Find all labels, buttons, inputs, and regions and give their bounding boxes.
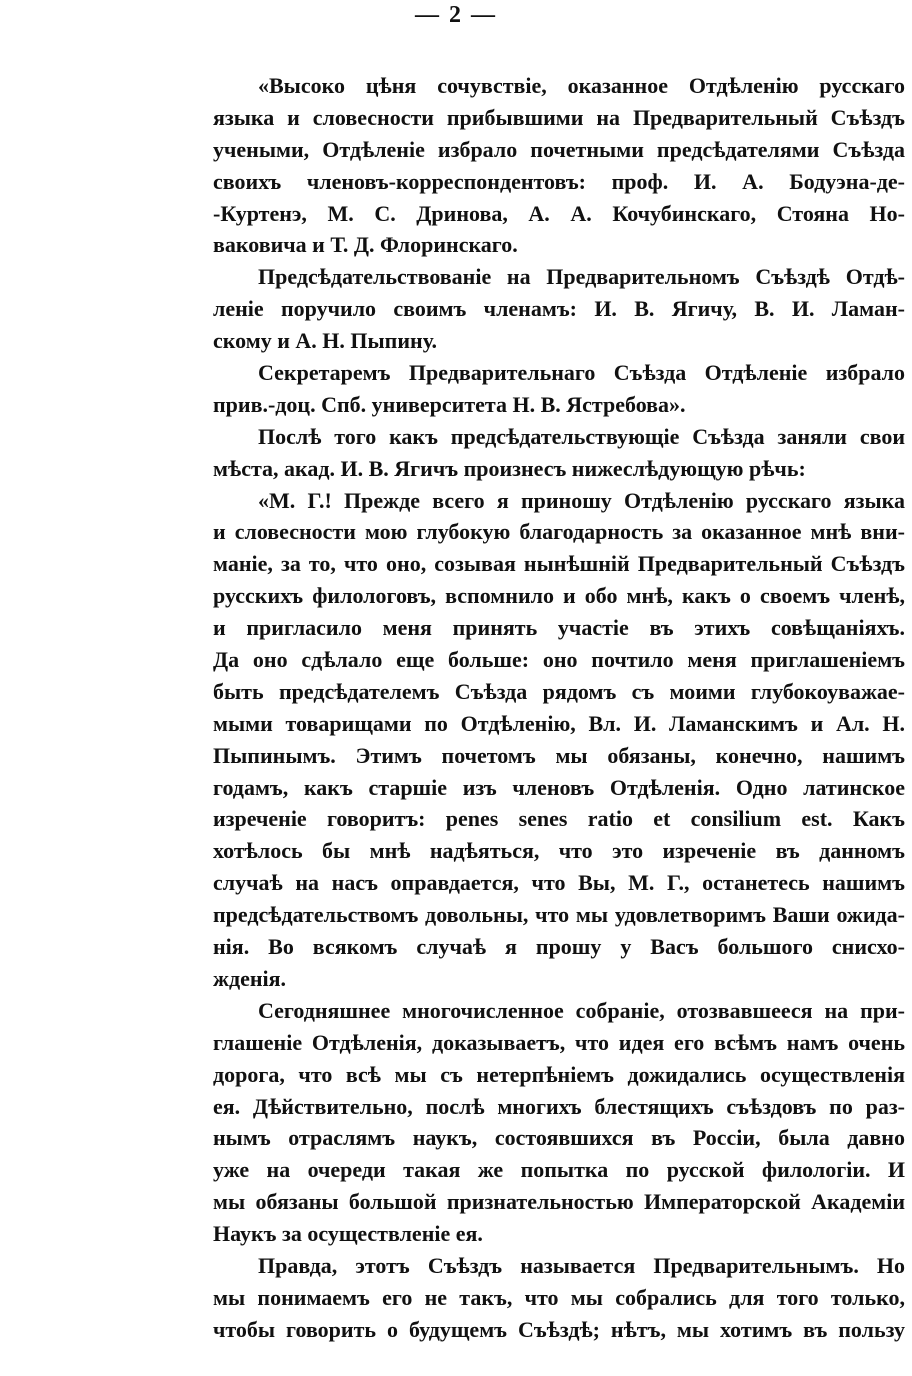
- text-line: изреченіе говоритъ: penes senes ratio et consilium est. Какъ: [213, 806, 905, 832]
- text-line: и пригласило меня принять участіе въ этихъ совѣщаніяхъ.: [213, 615, 905, 641]
- text-line: учеными, Отдѣленіе избрало почетными предсѣдателями Съѣзда: [213, 136, 905, 162]
- text-line: мѣста, акад. И. В. Ягичъ произнесъ нижеслѣдующую рѣчь:: [213, 455, 806, 481]
- paragraph: [213, 70, 905, 261]
- text-line: «М. Г.! Прежде всего я приношу Отдѣленію русскаго языка: [258, 487, 905, 513]
- text-line: мы обязаны большой признательностью Императорской Академіи: [213, 1189, 905, 1215]
- text-line: скому и А. Н. Пыпину.: [213, 328, 438, 354]
- text-line: языка и словесности прибывшими на Предварительный Съѣздъ: [213, 104, 905, 130]
- text-line: Предсѣдательствованіе на Предварительномъ Съѣздѣ Отдѣ-: [258, 264, 905, 290]
- text-line: Пыпинымъ. Этимъ почетомъ мы обязаны, конечно, нашимъ: [213, 742, 905, 768]
- paragraph: [213, 1250, 905, 1346]
- text-line: ваковича и Т. Д. Флоринскаго.: [213, 232, 518, 258]
- text-line: маніе, за то, что оно, созывая нынѣшній Предварительный Съѣздъ: [213, 551, 905, 577]
- text-line: нія. Во всякомъ случаѣ я прошу у Васъ большого снисхо-: [213, 934, 905, 960]
- page-number: — 2 —: [415, 2, 497, 28]
- text-line: глашеніе Отдѣленія, доказываетъ, что идея его всѣмъ намъ очень: [213, 1029, 905, 1055]
- text-line: русскихъ филологовъ, вспомнило и обо мнѣ, какъ о своемъ членѣ,: [213, 583, 905, 609]
- text-line: дорога, что всѣ мы съ нетерпѣніемъ дожидались осуществленія: [213, 1061, 905, 1087]
- text-line: прив.-доц. Спб. университета Н. В. Ястребова».: [213, 391, 686, 417]
- text-line: мыми товарищами по Отдѣленію, Вл. И. Ламанскимъ и Ал. Н.: [213, 710, 905, 736]
- text-line: нымъ отраслямъ наукъ, состоявшихся въ Россіи, была давно: [213, 1125, 905, 1151]
- text-line: быть предсѣдателемъ Съѣзда рядомъ съ моими глубокоуважае-: [213, 678, 905, 704]
- text-line: уже на очереди такая же попытка по русской филологіи. И: [213, 1157, 905, 1183]
- text-line: Секретаремъ Предварительнаго Съѣзда Отдѣленіе избрало: [258, 360, 905, 386]
- paragraph: [213, 485, 905, 995]
- text-line: чтобы говорить о будущемъ Съѣздѣ; нѣтъ, мы хотимъ въ пользу: [213, 1316, 905, 1342]
- paragraph: [213, 421, 905, 485]
- text-line: своихъ членовъ-корреспондентовъ: проф. И. А. Бодуэна-де-: [213, 168, 905, 194]
- paragraph: [213, 995, 905, 1250]
- text-line: годамъ, какъ старшіе изъ членовъ Отдѣленія. Одно латинское: [213, 774, 905, 800]
- text-line: и словесности мою глубокую благодарность за оказанное мнѣ вни-: [213, 519, 905, 545]
- text-line: Правда, этотъ Съѣздъ называется Предварительнымъ. Но: [258, 1252, 905, 1278]
- text-line: предсѣдательствомъ довольны, что мы удовлетворимъ Ваши ожида-: [213, 902, 905, 928]
- text-line: мы понимаемъ его не такъ, что мы собрались для того только,: [213, 1284, 905, 1310]
- paragraph: [213, 357, 905, 421]
- paragraph: [213, 261, 905, 357]
- text-line: -Куртенэ, М. С. Дринова, А. А. Кочубинскаго, Стояна Но-: [213, 200, 905, 226]
- body-text: [213, 70, 905, 1346]
- text-line: Да оно сдѣлало еще больше: оно почтило меня приглашеніемъ: [213, 647, 905, 673]
- text-line: Наукъ за осуществленіе ея.: [213, 1221, 483, 1247]
- text-line: леніе поручило своимъ членамъ: И. В. Ягичу, В. И. Ламан-: [213, 296, 905, 322]
- text-line: «Высоко цѣня сочувствіе, оказанное Отдѣленію русскаго: [258, 73, 905, 98]
- text-line: Послѣ того какъ предсѣдательствующіе Съѣзда заняли свои: [258, 423, 905, 449]
- text-line: жденія.: [213, 965, 287, 991]
- text-line: Сегодняшнее многочисленное собраніе, отозвавшееся на при-: [258, 997, 905, 1023]
- text-line: случаѣ на насъ оправдается, что Вы, М. Г., останетесь нашимъ: [213, 870, 905, 896]
- text-line: ея. Дѣйствительно, послѣ многихъ блестящихъ съѣздовъ по раз-: [213, 1093, 905, 1119]
- text-line: хотѣлось бы мнѣ надѣяться, что это изреченіе въ данномъ: [213, 838, 905, 864]
